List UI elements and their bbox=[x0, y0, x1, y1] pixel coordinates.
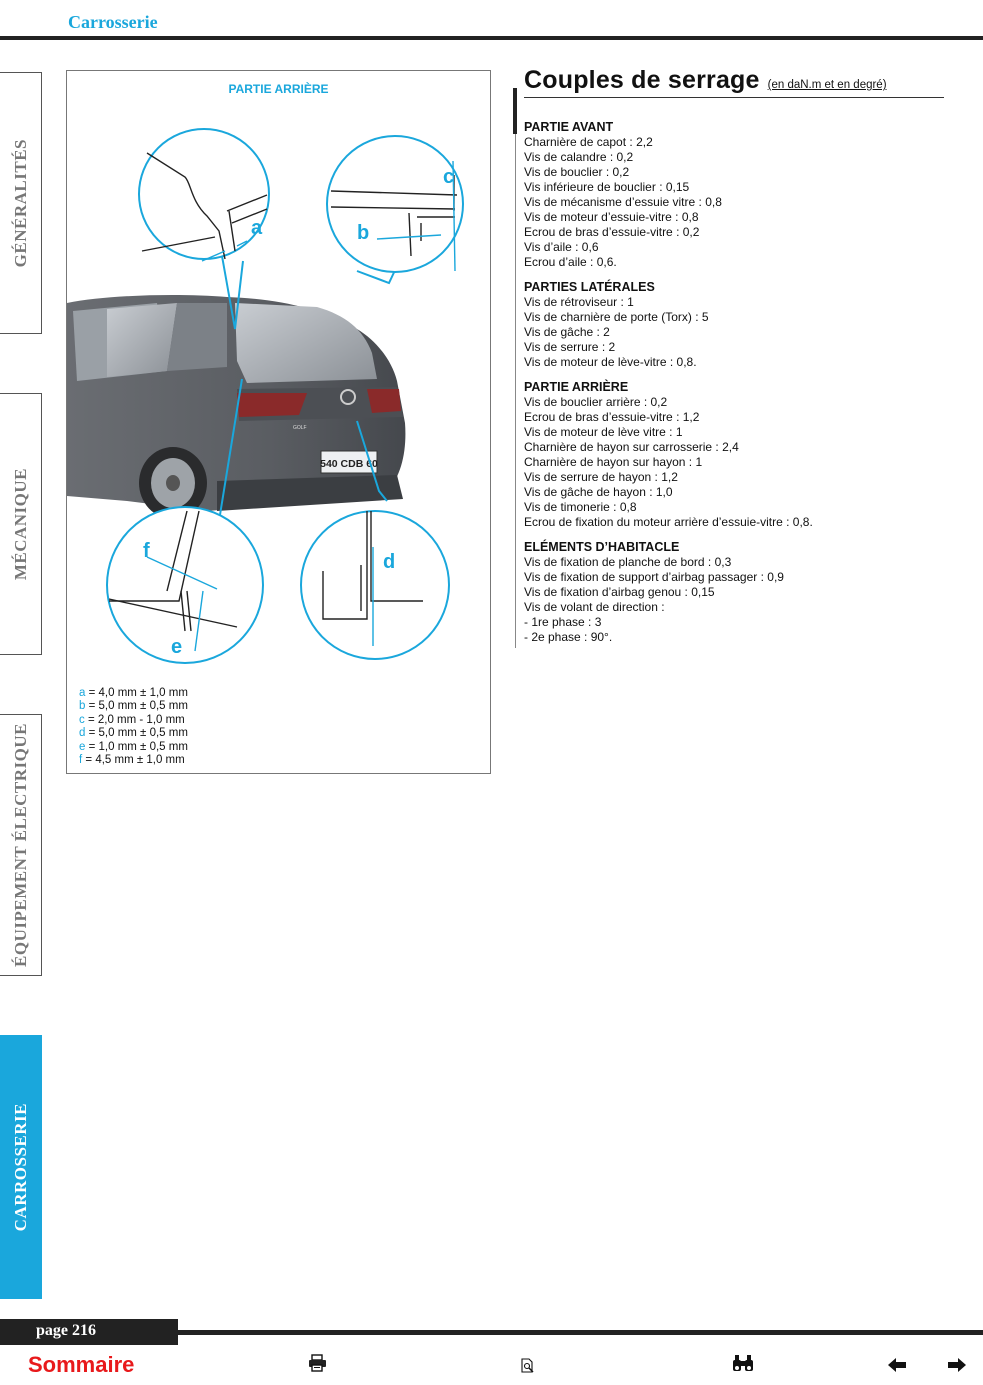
side-tab-label: ÉQUIPEMENT ÉLECTRIQUE bbox=[10, 723, 30, 967]
list-item: - 1re phase : 3 bbox=[524, 615, 602, 629]
legend-row: d = 5,0 mm ± 0,5 mm bbox=[79, 727, 188, 740]
header-rule bbox=[0, 36, 983, 40]
torque-title: Couples de serrage bbox=[524, 66, 760, 94]
torque-section-arriere bbox=[524, 380, 944, 530]
section-accent-bar bbox=[513, 88, 517, 134]
page-number: page 216 bbox=[0, 1319, 178, 1345]
list-item: Vis de bouclier : 0,2 bbox=[524, 165, 630, 179]
detail-bubble-a bbox=[139, 129, 269, 261]
list-item: Vis inférieure de bouclier : 0,15 bbox=[524, 180, 690, 194]
list-item: Vis de gâche : 2 bbox=[524, 325, 610, 339]
side-tab-label: MÉCANIQUE bbox=[10, 467, 30, 581]
detail-bubble-d bbox=[301, 511, 449, 659]
binoculars-icon[interactable] bbox=[732, 1354, 754, 1372]
torque-header bbox=[524, 66, 944, 98]
torque-section-avant bbox=[524, 120, 944, 270]
dimension-legend bbox=[79, 687, 188, 767]
list-item: Vis de moteur de lève-vitre : 0,8. bbox=[524, 355, 697, 369]
list-item: Vis de rétroviseur : 1 bbox=[524, 295, 634, 309]
document-search-icon[interactable] bbox=[520, 1358, 536, 1374]
header-section-title: Carrosserie bbox=[68, 12, 158, 32]
detail-bubble-ef bbox=[107, 507, 263, 663]
side-tab-equipement-electrique[interactable] bbox=[0, 714, 42, 976]
legend-row: e = 1,0 mm ± 0,5 mm bbox=[79, 740, 188, 753]
model-badge: GOLF bbox=[293, 425, 307, 431]
list-item: Charnière de hayon sur carrosserie : 2,4 bbox=[524, 440, 739, 454]
side-tab-mecanique[interactable] bbox=[0, 393, 42, 655]
figure-panel bbox=[66, 70, 491, 774]
legend-row: f = 4,5 mm ± 1,0 mm bbox=[79, 754, 185, 767]
section-title: PARTIE AVANT bbox=[524, 120, 614, 134]
callout-f: f bbox=[143, 540, 150, 562]
list-item: - 2e phase : 90°. bbox=[524, 630, 613, 644]
license-plate: 540 CDB 60 bbox=[320, 458, 378, 470]
list-item: Ecrou de bras d’essuie-vitre : 0,2 bbox=[524, 225, 700, 239]
torque-section-habitacle bbox=[524, 540, 944, 645]
legend-row: c = 2,0 mm - 1,0 mm bbox=[79, 713, 185, 726]
callout-c: c bbox=[443, 166, 455, 188]
sommaire-link[interactable]: Sommaire bbox=[28, 1352, 135, 1377]
arrow-left-icon[interactable] bbox=[888, 1358, 906, 1372]
print-icon[interactable] bbox=[308, 1354, 328, 1372]
list-item: Vis de fixation de planche de bord : 0,3 bbox=[524, 555, 732, 569]
callout-a: a bbox=[251, 217, 263, 239]
list-item: Vis de volant de direction : bbox=[524, 600, 665, 614]
callout-d: d bbox=[383, 551, 396, 573]
list-item: Vis de serrure de hayon : 1,2 bbox=[524, 470, 678, 484]
list-item: Charnière de hayon sur hayon : 1 bbox=[524, 455, 703, 469]
legend-row: a = 4,0 mm ± 1,0 mm bbox=[79, 687, 188, 699]
side-tab-label: CARROSSERIE bbox=[10, 1102, 30, 1232]
side-tab-generalites[interactable] bbox=[0, 72, 42, 334]
arrow-right-icon[interactable] bbox=[948, 1358, 966, 1372]
list-item: Vis de calandre : 0,2 bbox=[524, 150, 634, 164]
list-item: Vis de fixation d’airbag genou : 0,15 bbox=[524, 585, 715, 599]
list-item: Vis d’aile : 0,6 bbox=[524, 240, 599, 254]
list-item: Vis de moteur d’essuie-vitre : 0,8 bbox=[524, 210, 699, 224]
legend-row: b = 5,0 mm ± 0,5 mm bbox=[79, 700, 188, 713]
section-title: ELÉMENTS D’HABITACLE bbox=[524, 540, 680, 554]
car-body bbox=[67, 295, 405, 519]
torque-subtitle: (en daN.m et en degré) bbox=[767, 79, 887, 91]
list-item: Vis de mécanisme d’essuie vitre : 0,8 bbox=[524, 195, 722, 209]
footer-rule bbox=[178, 1330, 983, 1335]
list-item: Charnière de capot : 2,2 bbox=[524, 135, 653, 149]
section-guide-line bbox=[515, 134, 516, 648]
list-item: Ecrou d’aile : 0,6. bbox=[524, 255, 617, 269]
side-tab-carrosserie[interactable] bbox=[0, 1035, 42, 1299]
list-item: Ecrou de fixation du moteur arrière d’essuie-vitre : 0,8. bbox=[524, 515, 813, 529]
torque-section-laterales bbox=[524, 280, 944, 370]
car-rear-illustration bbox=[67, 71, 490, 773]
section-title: PARTIE ARRIÈRE bbox=[524, 380, 629, 394]
list-item: Vis de serrure : 2 bbox=[524, 340, 616, 354]
list-item: Vis de moteur de lève vitre : 1 bbox=[524, 425, 683, 439]
list-item: Vis de timonerie : 0,8 bbox=[524, 500, 637, 514]
list-item: Vis de bouclier arrière : 0,2 bbox=[524, 395, 668, 409]
section-title: PARTIES LATÉRALES bbox=[524, 280, 655, 294]
list-item: Vis de gâche de hayon : 1,0 bbox=[524, 485, 673, 499]
figure-title: PARTIE ARRIÈRE bbox=[228, 82, 329, 96]
detail-bubble-bc bbox=[327, 136, 463, 272]
callout-b: b bbox=[357, 222, 370, 244]
callout-e: e bbox=[171, 636, 183, 658]
torque-panel bbox=[524, 66, 944, 645]
list-item: Ecrou de bras d’essuie-vitre : 1,2 bbox=[524, 410, 700, 424]
side-tab-label: GÉNÉRALITÉS bbox=[10, 138, 30, 268]
list-item: Vis de fixation de support d’airbag passager : 0,9 bbox=[524, 570, 784, 584]
list-item: Vis de charnière de porte (Torx) : 5 bbox=[524, 310, 709, 324]
